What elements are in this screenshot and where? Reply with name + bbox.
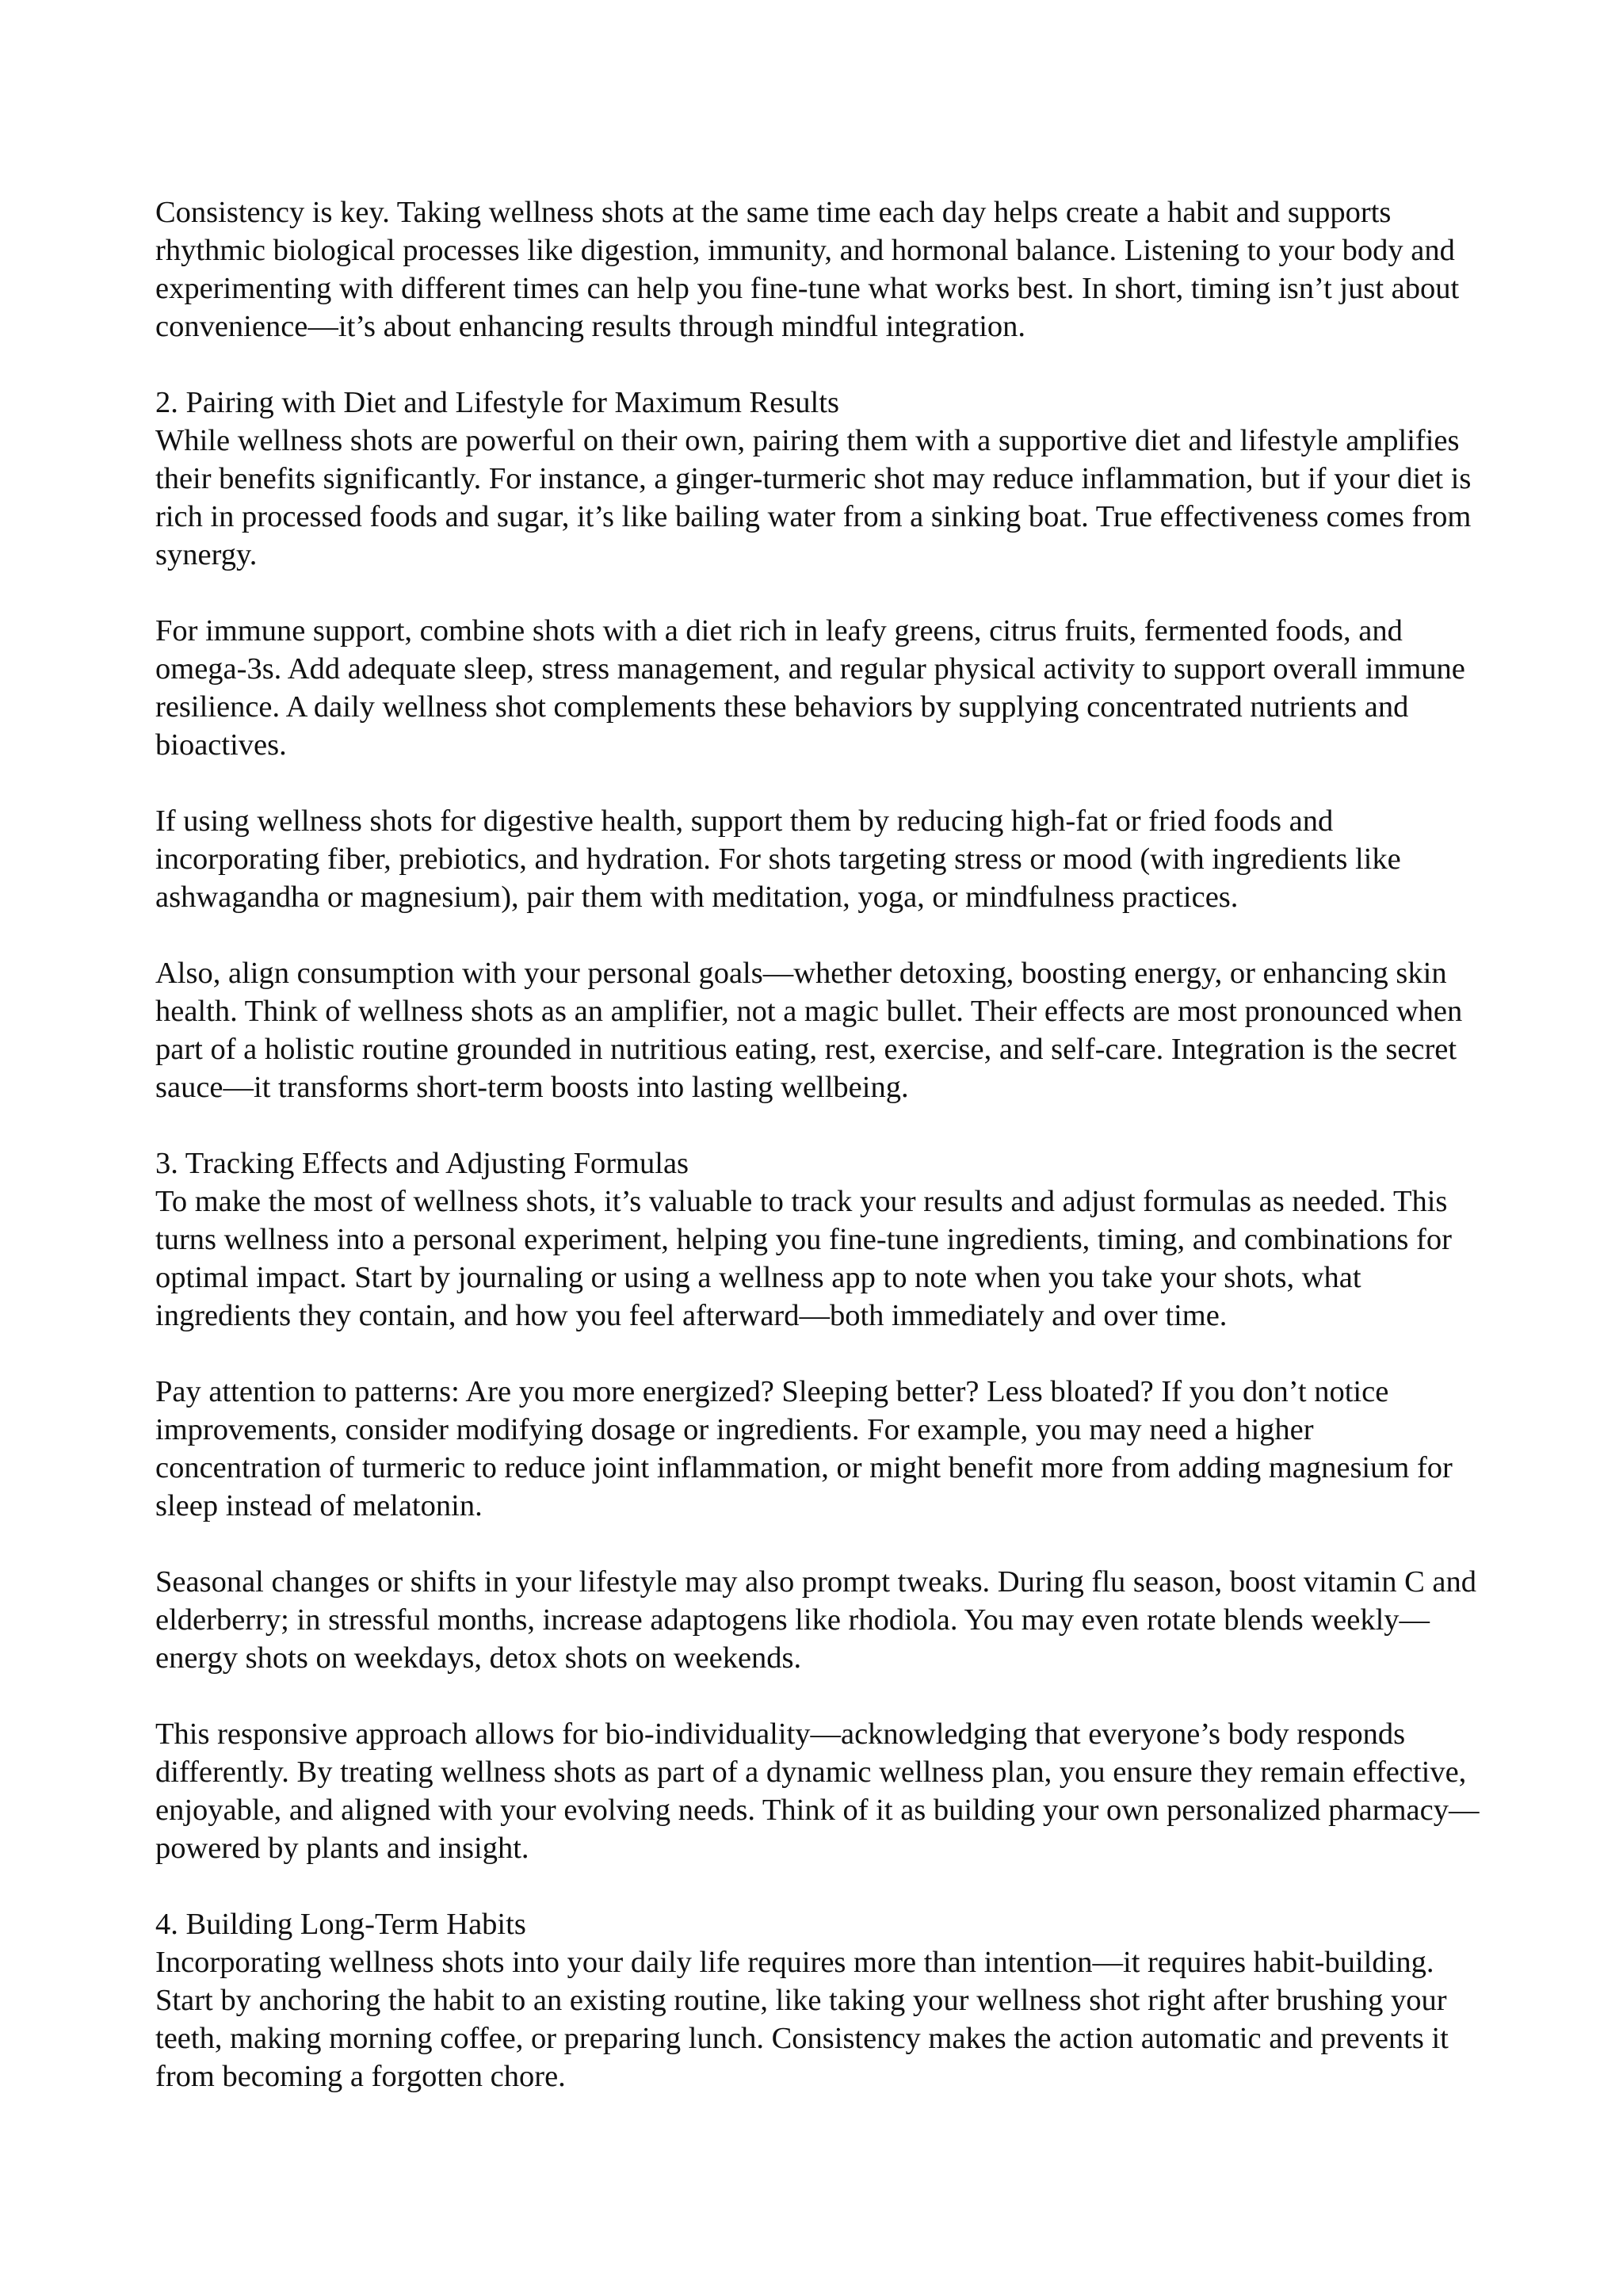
paragraph-pairing-intro: While wellness shots are powerful on their own, pairing them with a supportive diet and lifestyle amplifies their benefits significantly. For instance, a ginger-turmeric shot may reduce inflammation, but if your diet is rich in processed foods and sugar, it’s like bailing water from a sinking boat. True effectiveness comes from synergy. [155, 424, 1472, 571]
paragraph-immune-support: For immune support, combine shots with a diet rich in leafy greens, citrus fruits, fermented foods, and omega-3s. Add adequate sleep, stress management, and regular physical activity to support overall immune resilience. A daily wellness shot complements these behaviors by supplying concentrated nutrients and bioactives. [155, 614, 1465, 762]
paragraph-tracking-intro: To make the most of wellness shots, it’s valuable to track your results and adjust formulas as needed. This turns wellness into a personal experiment, helping you fine-tune ingredients, timing, and combinations for optimal impact. Start by journaling or using a wellness app to note when you take your shots, what ingredients they contain, and how you feel afterward—both immediately and over time. [155, 1185, 1452, 1332]
paragraph-personal-goals: Also, align consumption with your personal goals—whether detoxing, boosting energy, or enhancing skin health. Think of wellness shots as an amplifier, not a magic bullet. Their effects are most pronounced when part of a holistic routine grounded in nutritious eating, rest, exercise, and self-care. Integration is the secret sauce—it transforms short-term boosts into lasting wellbeing. [155, 957, 1463, 1104]
paragraph-digestive-health: If using wellness shots for digestive health, support them by reducing high-fat or fried foods and incorporating fiber, prebiotics, and hydration. For shots targeting stress or mood (with ingredients like ashwagandha or magnesium), pair them with meditation, yoga, or mindfulness practices. [155, 804, 1401, 914]
paragraph-bio-individuality: This responsive approach allows for bio-individuality—acknowledging that everyone’s body responds differently. By treating wellness shots as part of a dynamic wellness plan, you ensure they remain effective, enjoyable, and aligned with your evolving needs. Think of it as building your own personalized pharmacy—powered by plants and insight. [155, 1717, 1480, 1865]
section-heading-tracking: 3. Tracking Effects and Adjusting Formulas [155, 1147, 689, 1180]
paragraph-seasonal-changes: Seasonal changes or shifts in your lifestyle may also prompt tweaks. During flu season, boost vitamin C and elderberry; in stressful months, increase adaptogens like rhodiola. You may even rotate blends weekly—energy shots on weekdays, detox shots on weekends. [155, 1565, 1476, 1675]
paragraph-timing-consistency: Consistency is key. Taking wellness shots at the same time each day helps create a habit and supports rhythmic biological processes like digestion, immunity, and hormonal balance. Listening to your body and experimenting with different times can help you fine-tune what works best. In short, timing isn’t just about convenience—it’s about enhancing results through mindful integration. [155, 196, 1460, 343]
section-heading-habits: 4. Building Long-Term Habits [155, 1908, 526, 1941]
paragraph-habit-building: Incorporating wellness shots into your daily life requires more than intention—it requires habit-building. Start by anchoring the habit to an existing routine, like taking your wellness shot right after brushing your teeth, making morning coffee, or preparing lunch. Consistency makes the action automatic and prevents it from becoming a forgotten chore. [155, 1946, 1449, 2093]
section-heading-pairing: 2. Pairing with Diet and Lifestyle for Maximum Results [155, 386, 839, 419]
document-body [155, 193, 1487, 2134]
paragraph-patterns: Pay attention to patterns: Are you more energized? Sleeping better? Less bloated? If you don’t notice improvements, consider modifying dosage or ingredients. For example, you may need a higher concentration of turmeric to reduce joint inflammation, or might benefit more from adding magnesium for sleep instead of melatonin. [155, 1375, 1453, 1522]
